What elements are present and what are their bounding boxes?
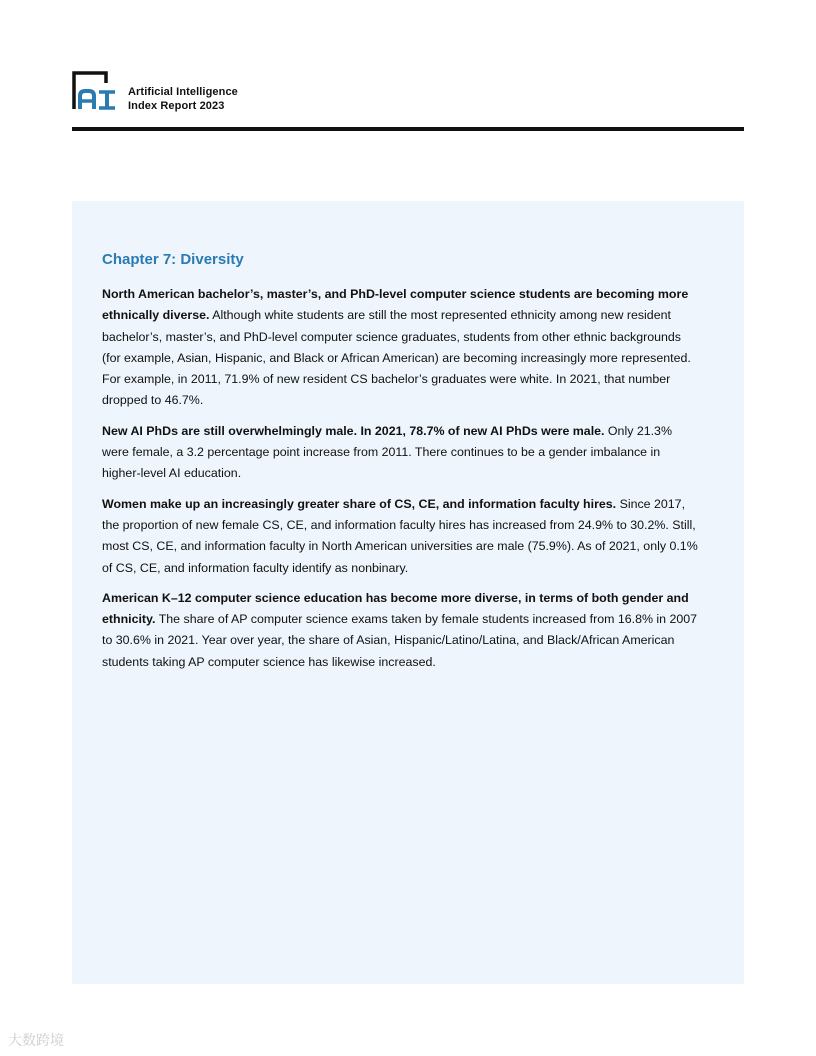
report-header: [72, 71, 744, 111]
highlights-list: [102, 284, 702, 682]
highlight-lead: American K–12 computer science education has become more diverse, in terms of both gender and ethnicity.: [102, 590, 689, 627]
highlight-paragraph: [102, 284, 702, 412]
chapter-title: Chapter 7: Diversity: [102, 251, 244, 268]
highlight-body: Since 2017, the proportion of new female CS, CE, and information faculty hires has increased from 24.9% to 30.2%. Still, most CS, CE, and information faculty in North American universities are male (75.9%). As of 2021, only 0.1% of CS, CE, and information faculty identify as nonbinary.: [102, 496, 698, 575]
highlight-body: Only 21.3% were female, a 3.2 percentage point increase from 2011. There continues to be a gender imbalance in higher-level AI education.: [102, 423, 672, 481]
highlight-body: Although white students are still the most represented ethnicity among new resident bachelor’s, master’s, and PhD-level computer science graduates, students from other ethnic backgrounds (for example, Asian, Hispanic, and Black or African American) are becoming increasingly more represented. For example, in 2011, 71.9% of new resident CS bachelor’s graduates were white. In 2021, that number dropped to 46.7%.: [102, 308, 691, 408]
highlight-body: The share of AP computer science exams taken by female students increased from 16.8% in 2007 to 30.6% in 2021. Year over year, the share of Asian, Hispanic/Latino/Latina, and Black/African American students taking AP computer science has likewise increased.: [102, 612, 698, 669]
header-divider: [72, 127, 744, 131]
ai-index-logo: [72, 71, 118, 111]
highlight-lead: Women make up an increasingly greater share of CS, CE, and information faculty hires.: [102, 496, 617, 511]
highlight-paragraph: [102, 421, 702, 485]
report-title-line-2: Index Report 2023: [128, 100, 225, 112]
highlight-paragraph: [102, 494, 702, 579]
highlight-lead: New AI PhDs are still overwhelmingly male. In 2021, 78.7% of new AI PhDs were male.: [102, 423, 605, 438]
highlight-lead: North American bachelor’s, master’s, and PhD-level computer science students are becoming more ethnically diverse.: [102, 287, 689, 323]
watermark: 大数跨境: [8, 1033, 64, 1049]
report-title-line-1: Artificial Intelligence: [128, 86, 238, 98]
report-title: [128, 85, 238, 113]
highlight-paragraph: [102, 588, 702, 673]
highlights-panel: [72, 201, 744, 984]
